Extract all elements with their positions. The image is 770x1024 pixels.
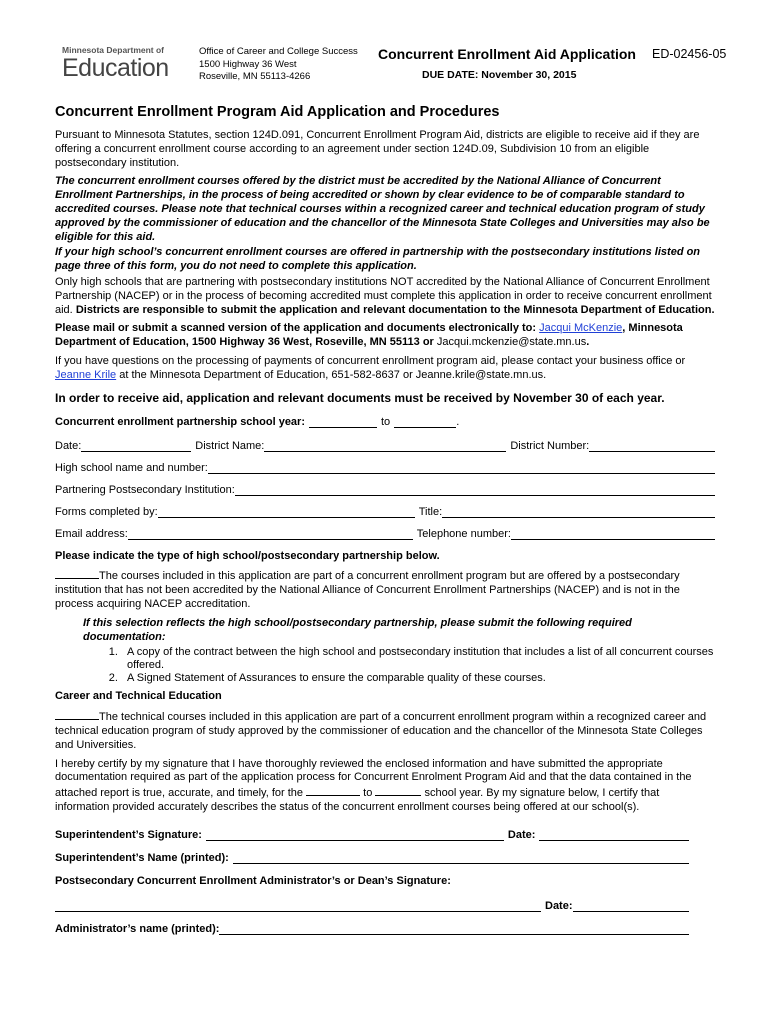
high-school-row (55, 460, 715, 474)
district-number-field[interactable] (589, 440, 715, 452)
title-field[interactable] (442, 506, 715, 518)
superintendent-name-label: Superintendent’s Name (printed): (55, 851, 229, 864)
superintendent-signature-label: Superintendent’s Signature: (55, 828, 202, 841)
page-title: Concurrent Enrollment Program Aid Application and Procedures (55, 104, 500, 120)
superintendent-name-row (55, 850, 689, 864)
submission-text: Please mail or submit a scanned version of the application and documents electronically to: (55, 322, 537, 335)
district-name-field[interactable] (264, 440, 506, 452)
school-year-row: Concurrent enrollment partnership school year: to . (55, 415, 460, 428)
contact-link-krile[interactable]: Jeanne Krile (55, 368, 117, 381)
date-district-row (55, 438, 715, 452)
logo-department-text: Minnesota Department of (62, 45, 165, 55)
partnership-heading: Please indicate the type of high school/postsecondary partnership below. (55, 549, 440, 562)
cte-heading: Career and Technical Education (55, 690, 222, 703)
email-label: Email address: (55, 527, 128, 540)
form-number: ED-02456-05 (652, 47, 727, 61)
admin-date-label: Date: (545, 899, 573, 912)
admin-signature-row (55, 898, 689, 912)
option-2-text: The technical courses included in this application are part of a concurrent enrollment program within a recognized career and technical education program of study approved by the commissioner of education and the chancellor of the Minnesota State Colleges and Universities. (55, 711, 707, 751)
documentation-item: 2. A Signed Statement of Assurances to ensure the comparable quality of these courses. (121, 672, 715, 685)
application-title: Concurrent Enrollment Aid Application (378, 46, 636, 62)
district-number-label: District Number: (510, 439, 590, 452)
admin-name-row (55, 921, 689, 935)
partnership-option-2 (55, 709, 715, 752)
contact-link-mckenzie[interactable]: Jacqui McKenzie (539, 322, 623, 335)
submission-address: , Minnesota Department of Education, 1500 Highway 36 West, Roseville, MN 55113 or (55, 322, 683, 349)
exemption-paragraph: If your high school’s concurrent enrollment courses are offered in partnership with the postsecondary institutions listed on page three of this form, you do not need to complete this application. (55, 246, 701, 273)
high-school-field[interactable] (208, 462, 715, 474)
phone-field[interactable] (511, 528, 715, 540)
cert-to-label: to (363, 787, 373, 800)
date-field[interactable] (81, 440, 191, 452)
deadline-notice: In order to receive aid, application and relevant documents must be received by November 30 of each year. (55, 390, 665, 405)
partner-field[interactable] (235, 484, 715, 496)
main-content (55, 104, 715, 935)
date-label: Date: (55, 439, 82, 452)
school-year-label: Concurrent enrollment partnership school year: (55, 415, 305, 428)
school-year-start-field[interactable] (309, 416, 377, 428)
certification-text-b: school year. By my signature below, I certify that information provided accurately describes the status of the concurrent enrollment courses being offered at our school(s). (55, 787, 660, 813)
option-1-checkline[interactable] (55, 568, 99, 579)
cert-year-end-field[interactable] (375, 785, 421, 796)
documentation-item: 1. A copy of the contract between the high school and postsecondary institution that includes a list of all concurrent courses offered. (121, 646, 715, 672)
district-name-label: District Name: (195, 439, 265, 452)
office-name: Office of Career and College Success (199, 46, 358, 57)
high-school-label: High school name and number: (55, 461, 208, 474)
eligibility-text: Only high schools that are partnering with postsecondary institutions NOT accredited by the National Alliance of Concurrent Enrollment Partnership (NACEP) or in the process of becoming accredited must complete this application in order to receive concurrent enrollment aid. (55, 275, 712, 316)
completed-by-row (55, 504, 715, 518)
phone-label: Telephone number: (416, 527, 511, 540)
title-label: Title: (418, 505, 443, 518)
contact-row (55, 526, 715, 540)
certification-paragraph (55, 758, 715, 815)
superintendent-date-field[interactable] (539, 829, 689, 841)
documentation-list (55, 646, 715, 685)
eligibility-paragraph (55, 276, 715, 317)
completed-by-label: Forms completed by: (55, 505, 158, 518)
superintendent-signature-row (55, 827, 689, 841)
completed-by-field[interactable] (158, 506, 415, 518)
cert-year-start-field[interactable] (306, 785, 360, 796)
questions-text: If you have questions on the processing of payments of concurrent enrollment program aid, please contact your business office or (55, 354, 686, 367)
submission-paragraph: Please mail or submit a scanned version of the application and documents electronically to: Jacqui McKenzie, Minnesota Department of Education, 1500 Highway 36 West, Roseville, MN 55113 or Jacqui.mckenzie@state.mn.us. (55, 322, 683, 349)
admin-signature-label: Postsecondary Concurrent Enrollment Administrator’s or Dean’s Signature: (55, 874, 451, 887)
option-2-checkline[interactable] (55, 709, 99, 720)
superintendent-signature-field[interactable] (206, 829, 504, 841)
partner-label: Partnering Postsecondary Institution: (55, 483, 235, 496)
school-year-to-label: to (381, 415, 391, 428)
admin-date-field[interactable] (573, 900, 689, 912)
partner-row (55, 482, 715, 496)
responsibility-text: Districts are responsible to submit the application and relevant documentation to the Minnesota Department of Education. (75, 303, 715, 316)
admin-signature-field[interactable] (55, 900, 541, 912)
certification-text-a: I hereby certify by my signature that I have thoroughly reviewed the enclosed information and have submitted the appropriate documentation required as part of the application process for Concurrent Enrolment Program Aid and that the data contained in the attached report is true, accurate, and timely, for the (55, 757, 692, 800)
school-year-end-field[interactable] (394, 416, 456, 428)
admin-name-field[interactable] (219, 923, 689, 935)
questions-paragraph (55, 355, 715, 383)
intro-paragraph: Pursuant to Minnesota Statutes, section 124D.091, Concurrent Enrollment Program Aid, districts are eligible to receive aid if they are offering a concurrent enrollment course according to an agreement under section 124D.09, Subdivision 10 from an eligible postsecondary institution. (55, 129, 700, 169)
office-city: Roseville, MN 55113-4266 (199, 71, 311, 82)
due-date: DUE DATE: November 30, 2015 (422, 69, 577, 81)
admin-name-label: Administrator’s name (printed): (55, 922, 220, 935)
questions-contact: at the Minnesota Department of Education, 651-582-8637 or Jeanne.krile@state.mn.us. (119, 368, 547, 381)
office-street: 1500 Highway 36 West (199, 58, 297, 70)
logo-education-text: Education (62, 54, 169, 82)
superintendent-name-field[interactable] (233, 852, 689, 864)
office-address (199, 46, 358, 84)
email-field[interactable] (128, 528, 413, 540)
option-1-note: If this selection reflects the high school/postsecondary partnership, please submit the following required documentation: (83, 616, 632, 643)
partnership-option-1 (55, 568, 715, 611)
accreditation-paragraph: The concurrent enrollment courses offered by the district must be accredited by the National Alliance of Concurrent Enrollment Partnerships, in the process of being accredited or shown by clear evidence to be of comparable standard to accredited courses. Please note that technical courses within a recognized career and technical education program of study approved by the commissioner of education and the chancellor of the Minnesota State Colleges and Universities may also be eligible for this aid. (55, 175, 710, 243)
superintendent-date-label: Date: (507, 828, 536, 841)
option-1-text: The courses included in this application are part of a concurrent enrollment program but are offered by a postsecondary institution that has not been accredited by the National Alliance of Concurrent Enrollment Partnerships (NACEP) and is not in the process acquiring NACEP accreditation. (55, 570, 680, 610)
submission-email: Jacqui.mckenzie@state.mn.us (436, 336, 587, 349)
